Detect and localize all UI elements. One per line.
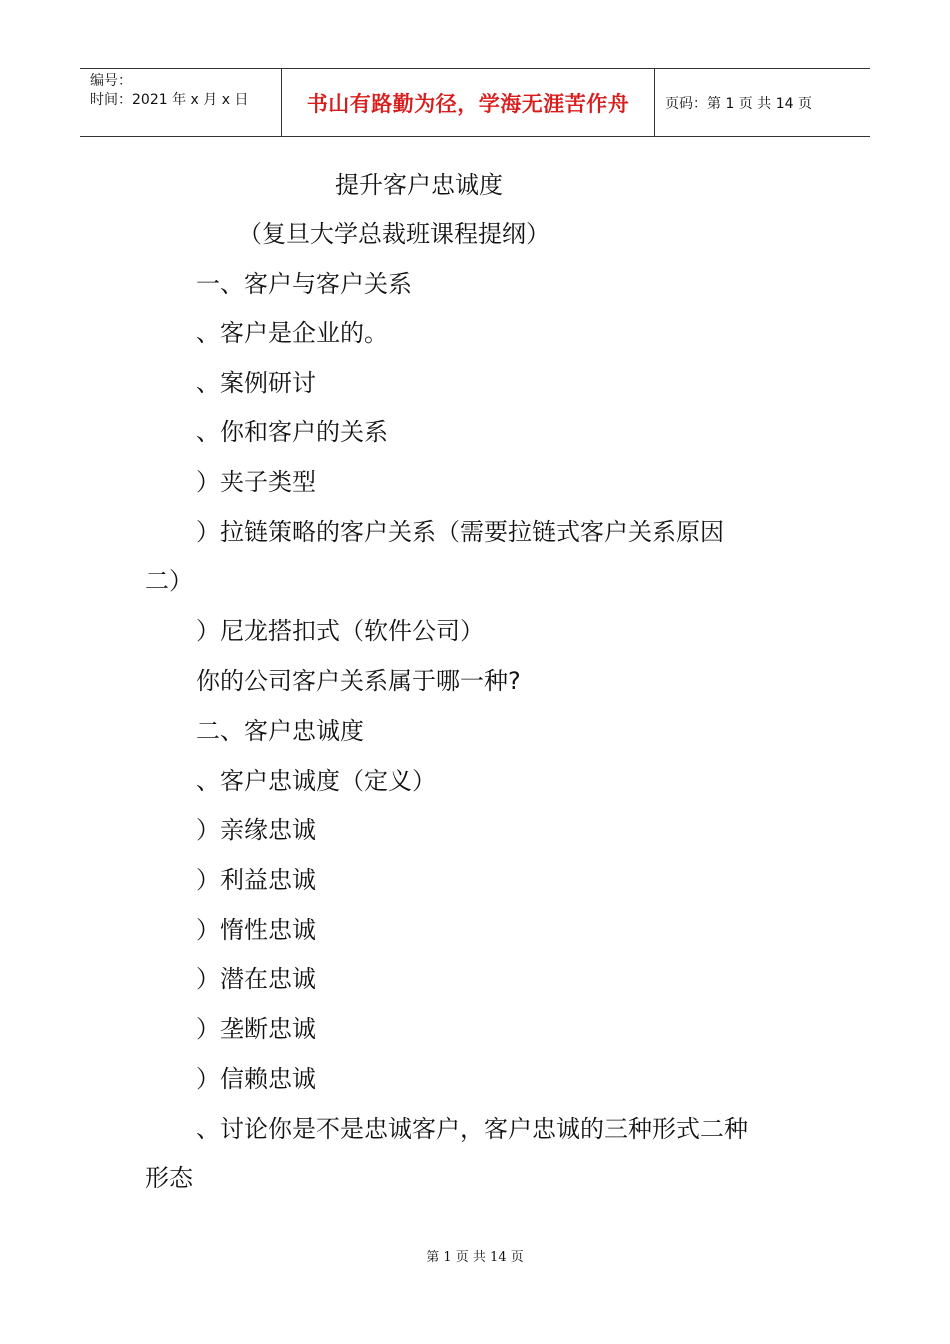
list-item-continuation: 形态 <box>145 1164 193 1192</box>
list-item: ）垄断忠诚 <box>196 1015 316 1043</box>
list-item: ）信赖忠诚 <box>196 1065 316 1093</box>
list-item: ）拉链策略的客户关系（需要拉链式客户关系原因 <box>196 518 724 546</box>
list-item: ）利益忠诚 <box>196 866 316 894</box>
page-footer: 第 1 页 共 14 页 <box>426 1250 524 1265</box>
list-item: 、客户忠诚度（定义） <box>196 767 436 795</box>
number-label: 编号： <box>90 73 132 89</box>
list-item: ）尼龙搭扣式（软件公司） <box>196 617 484 645</box>
list-item: 、讨论你是不是忠诚客户，客户忠诚的三种形式二种 <box>196 1115 748 1143</box>
time-label: 时间：2021 年 x 月 x 日 <box>90 92 249 108</box>
list-item: 、你和客户的关系 <box>196 418 388 446</box>
question-text: 你的公司客户关系属于哪一种? <box>196 667 521 695</box>
list-item-continuation: 二） <box>145 567 193 595</box>
section-heading: 二、客户忠诚度 <box>196 717 364 745</box>
document-subtitle: （复旦大学总裁班课程提纲） <box>238 220 550 248</box>
list-item: ）亲缘忠诚 <box>196 816 316 844</box>
document-title: 提升客户忠诚度 <box>335 171 503 199</box>
list-item: ）惰性忠诚 <box>196 916 316 944</box>
list-item: 、案例研讨 <box>196 369 316 397</box>
header-meta <box>80 69 282 136</box>
section-heading: 一、客户与客户关系 <box>196 270 412 298</box>
header-page-info <box>655 69 870 136</box>
page-info: 页码：第 1 页 共 14 页 <box>665 95 812 112</box>
motto: 书山有路勤为径，学海无涯苦作舟 <box>306 91 630 116</box>
page-header <box>80 68 870 137</box>
list-item: ）夹子类型 <box>196 468 316 496</box>
list-item: ）潜在忠诚 <box>196 965 316 993</box>
list-item: 、客户是企业的。 <box>196 319 388 347</box>
header-motto-cell <box>282 69 655 136</box>
